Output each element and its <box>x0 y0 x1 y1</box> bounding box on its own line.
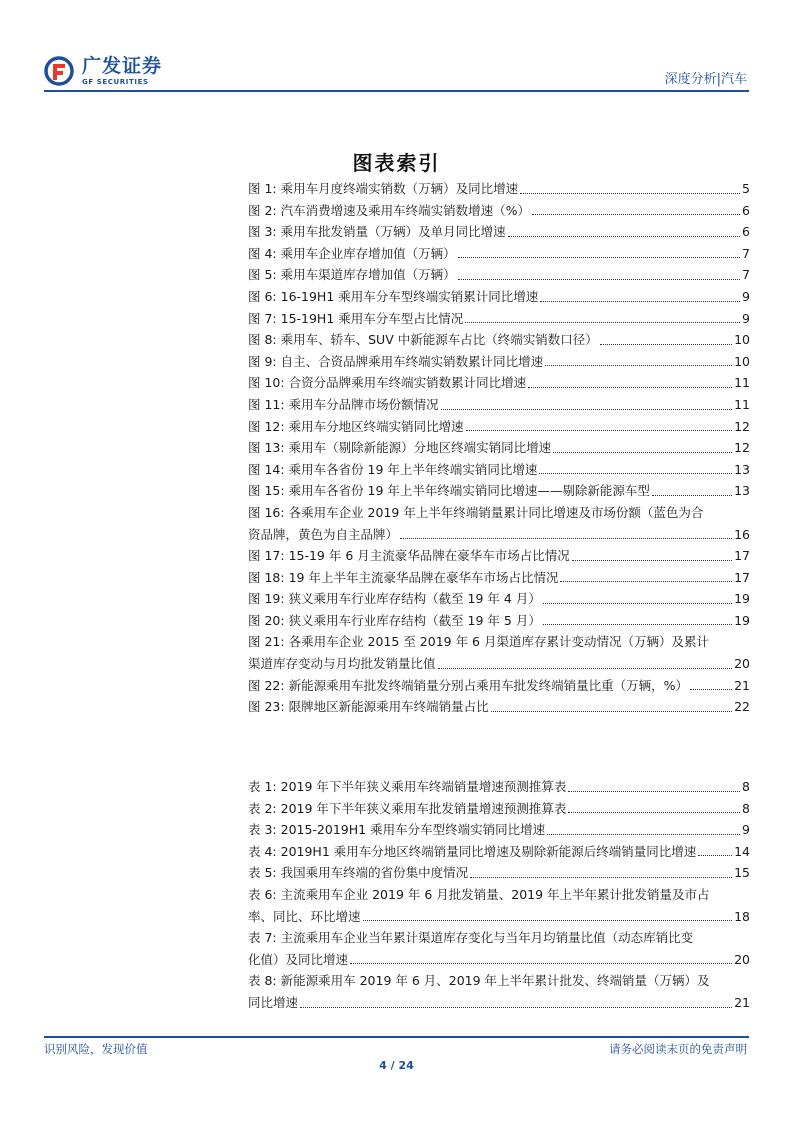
figure-index-entry-page: 10 <box>734 353 750 369</box>
figure-index-entry-page: 5 <box>742 181 750 196</box>
figure-index-entry-page: 12 <box>734 440 750 456</box>
table-index-entry-label-line1: 表 6: 主流乘用车企业 2019 年 6 月批发销量、2019 年上半年累计批发销量及市占 <box>248 886 710 902</box>
table-index-entry-label-line1: 表 7: 主流乘用车企业当年累计渠道库存变化与当年月均销量比值（动态库销比变 <box>248 930 694 946</box>
gf-logo-icon <box>44 56 74 86</box>
figure-index-entry-label: 图 20: 狭义乘用车行业库存结构（截至 19 年 5 月） <box>248 612 541 628</box>
figure-index-entry-page: 7 <box>742 245 750 261</box>
figure-index-entry[interactable] <box>248 588 750 610</box>
table-index-entry-label: 表 3: 2015-2019H1 乘用车分车型终端实销同比增速 <box>248 822 546 838</box>
figure-index-entry-label-line1: 图 21: 各乘用车企业 2015 至 2019 年 6 月渠道库存累计变动情况（万辆）及累计 <box>248 634 709 650</box>
figure-index-entry-label: 图 10: 合资分品牌乘用车终端实销数累计同比增速 <box>248 375 527 391</box>
table-index-entry[interactable] <box>248 862 750 884</box>
figure-index-entry[interactable] <box>248 675 750 697</box>
table-index-entry-label: 表 5: 我国乘用车终端的省份集中度情况 <box>248 865 469 881</box>
figure-index-entry-label: 图 23: 限牌地区新能源乘用车终端销量占比 <box>248 699 489 715</box>
figure-index-entry-label: 图 5: 乘用车渠道库存增加值（万辆） <box>248 267 456 283</box>
figure-index-entry-page: 9 <box>742 310 750 326</box>
report-section-label: 深度分析|汽车 <box>664 72 747 87</box>
figure-index-entry[interactable] <box>248 200 750 222</box>
logo-chinese-name: 广发证券 <box>82 54 163 77</box>
dot-leader <box>470 877 732 878</box>
dot-leader <box>568 791 740 792</box>
table-index-entry-label: 表 4: 2019H1 乘用车分地区终端销量同比增速及剔除新能源后终端销量同比增速 <box>248 843 697 859</box>
figure-index-list <box>248 178 750 718</box>
figure-index-entry-page: 19 <box>734 612 750 628</box>
figure-index-entry-label: 图 4: 乘用车企业库存增加值（万辆） <box>248 245 456 261</box>
dot-leader <box>528 387 732 388</box>
table-index-entry-page: 9 <box>742 822 750 838</box>
figure-index-entry-label: 图 22: 新能源乘用车批发终端销量分别占乘用车批发终端销量比重（万辆，%） <box>248 677 688 693</box>
dot-leader <box>540 301 740 302</box>
dot-leader <box>572 560 732 561</box>
dot-leader <box>466 430 733 431</box>
figure-index-entry-label: 图 7: 15-19H1 乘用车分车型占比情况 <box>248 310 464 326</box>
footer-slogan: 识别风险，发现价值 <box>44 1042 148 1056</box>
figure-index-entry-page: 9 <box>742 288 750 304</box>
table-index-entry[interactable] <box>248 970 750 1013</box>
table-index-entry-page: 21 <box>734 994 750 1010</box>
figure-index-entry[interactable] <box>248 502 750 545</box>
figure-index-entry[interactable] <box>248 372 750 394</box>
footer-divider <box>44 1036 749 1038</box>
figure-index-entry-page: 17 <box>734 548 750 564</box>
dot-leader <box>520 193 740 194</box>
dot-leader <box>698 855 732 856</box>
figure-index-entry[interactable] <box>248 459 750 481</box>
figure-index-entry-label: 图 3: 乘用车批发销量（万辆）及单月同比增速 <box>248 224 506 240</box>
figure-index-entry-page: 7 <box>742 267 750 283</box>
figure-index-entry-page: 20 <box>734 656 750 672</box>
figure-index-entry-page: 10 <box>734 332 750 348</box>
table-index-entry-page: 15 <box>734 865 750 881</box>
figure-index-entry[interactable] <box>248 264 750 286</box>
figure-index-entry[interactable] <box>248 610 750 632</box>
company-logo <box>44 56 162 86</box>
table-index-entry-label: 表 2: 2019 年下半年狭义乘用车批发销量增速预测推算表 <box>248 800 567 816</box>
figure-index-entry-page: 6 <box>742 202 750 218</box>
dot-leader <box>543 624 732 625</box>
dot-leader <box>532 214 740 215</box>
table-index-entry-label-line2: 率、同比、环比增速 <box>248 908 361 924</box>
figure-index-entry-label-line2: 渠道库存变动与月均批发销量比值 <box>248 656 436 672</box>
dot-leader <box>600 344 732 345</box>
figure-index-entry-label: 图 8: 乘用车、轿车、SUV 中新能源车占比（终端实销数口径） <box>248 332 598 348</box>
figure-index-entry-label: 图 9: 自主、合资品牌乘用车终端实销数累计同比增速 <box>248 353 544 369</box>
figure-index-entry-label: 图 2: 汽车消费增速及乘用车终端实销数增速（%） <box>248 202 530 218</box>
figure-index-entry-label: 图 6: 16-19H1 乘用车分车型终端实销累计同比增速 <box>248 288 539 304</box>
dot-leader <box>458 279 740 280</box>
table-index-entry-page: 18 <box>734 908 750 924</box>
table-index-entry-label-line2: 同比增速 <box>248 994 299 1010</box>
figure-index-entry-label: 图 11: 乘用车分品牌市场份额情况 <box>248 396 439 412</box>
table-index-entry-label-line2: 化值）及同比增速 <box>248 951 349 967</box>
dot-leader <box>458 257 740 258</box>
dot-leader <box>300 1007 732 1008</box>
figure-index-entry-label: 图 14: 乘用车各省份 19 年上半年终端实销同比增速 <box>248 461 538 477</box>
figure-index-entry[interactable] <box>248 243 750 265</box>
dot-leader <box>438 668 733 669</box>
table-index-entry[interactable] <box>248 884 750 927</box>
figure-index-entry[interactable] <box>248 545 750 567</box>
dot-leader <box>363 920 733 921</box>
figure-index-entry-page: 13 <box>734 483 750 499</box>
table-index-entry-page: 20 <box>734 951 750 967</box>
figure-index-entry-label-line1: 图 16: 各乘用车企业 2019 年上半年终端销量累计同比增速及市场份额（蓝色为合 <box>248 504 704 520</box>
figure-index-entry-page: 22 <box>734 699 750 715</box>
dot-leader <box>400 538 732 539</box>
figure-index-entry[interactable] <box>248 394 750 416</box>
dot-leader <box>690 689 732 690</box>
dot-leader <box>441 409 733 410</box>
table-index-entry-page: 14 <box>734 843 750 859</box>
dot-leader <box>508 236 740 237</box>
figure-index-entry-label: 图 15: 乘用车各省份 19 年上半年终端实销同比增速——剔除新能源车型 <box>248 483 650 499</box>
figure-index-entry-label: 图 19: 狭义乘用车行业库存结构（截至 19 年 4 月） <box>248 591 541 607</box>
figure-index-entry[interactable] <box>248 351 750 373</box>
dot-leader <box>547 834 740 835</box>
table-index-entry[interactable] <box>248 841 750 863</box>
figure-index-entry-page: 16 <box>734 526 750 542</box>
table-index-entry-page: 8 <box>742 800 750 816</box>
table-index-entry-label-line1: 表 8: 新能源乘用车 2019 年 6 月、2019 年上半年累计批发、终端销量（万辆）及 <box>248 973 710 989</box>
figure-index-entry-page: 12 <box>734 418 750 434</box>
page-number: 4 / 24 <box>379 1059 414 1072</box>
figure-index-entry[interactable] <box>248 437 750 459</box>
figure-index-entry[interactable] <box>248 631 750 674</box>
figure-index-entry-page: 11 <box>734 375 750 391</box>
figure-index-entry[interactable] <box>248 416 750 438</box>
figure-index-entry-page: 17 <box>734 569 750 585</box>
dot-leader <box>652 495 732 496</box>
table-index-entry[interactable] <box>248 819 750 841</box>
dot-leader <box>553 452 732 453</box>
dot-leader <box>350 963 732 964</box>
figure-index-entry-label: 图 1: 乘用车月度终端实销数（万辆）及同比增速 <box>248 181 519 196</box>
figure-index-entry[interactable] <box>248 286 750 308</box>
dot-leader <box>560 581 732 582</box>
figure-index-entry[interactable] <box>248 178 750 200</box>
figure-index-entry[interactable] <box>248 329 750 351</box>
dot-leader <box>545 365 732 366</box>
figure-index-entry[interactable] <box>248 480 750 502</box>
figure-index-entry[interactable] <box>248 567 750 589</box>
table-index-list <box>248 776 750 1014</box>
footer-disclaimer-note: 请务必阅读末页的免责声明 <box>609 1042 747 1056</box>
figure-index-entry-page: 19 <box>734 591 750 607</box>
figure-index-entry-label: 图 18: 19 年上半年主流豪华品牌在豪华车市场占比情况 <box>248 569 559 585</box>
dot-leader <box>465 322 740 323</box>
figure-index-entry-page: 21 <box>734 677 750 693</box>
logo-english-name: GF SECURITIES <box>82 77 149 86</box>
page-title: 图表索引 <box>352 151 441 175</box>
dot-leader <box>539 473 732 474</box>
figure-index-entry-label-line2: 资品牌，黄色为自主品牌） <box>248 526 399 542</box>
figure-index-entry-label: 图 17: 15-19 年 6 月主流豪华品牌在豪华车市场占比情况 <box>248 548 570 564</box>
figure-index-entry[interactable] <box>248 696 750 718</box>
table-index-entry[interactable] <box>248 798 750 820</box>
table-index-entry[interactable] <box>248 927 750 970</box>
dot-leader <box>543 603 732 604</box>
table-index-entry-label: 表 1: 2019 年下半年狭义乘用车终端销量增速预测推算表 <box>248 779 567 794</box>
figure-index-entry-label: 图 12: 乘用车分地区终端实销同比增速 <box>248 418 464 434</box>
figure-index-entry[interactable] <box>248 221 750 243</box>
table-index-entry-page: 8 <box>742 779 750 794</box>
figure-index-entry-page: 11 <box>734 396 750 412</box>
dot-leader <box>568 812 740 813</box>
dot-leader <box>491 711 733 712</box>
figure-index-entry[interactable] <box>248 308 750 330</box>
table-index-entry[interactable] <box>248 776 750 798</box>
figure-index-entry-page: 13 <box>734 461 750 477</box>
header-divider <box>44 90 749 92</box>
figure-index-entry-page: 6 <box>742 224 750 240</box>
figure-index-entry-label: 图 13: 乘用车（剔除新能源）分地区终端实销同比增速 <box>248 440 552 456</box>
